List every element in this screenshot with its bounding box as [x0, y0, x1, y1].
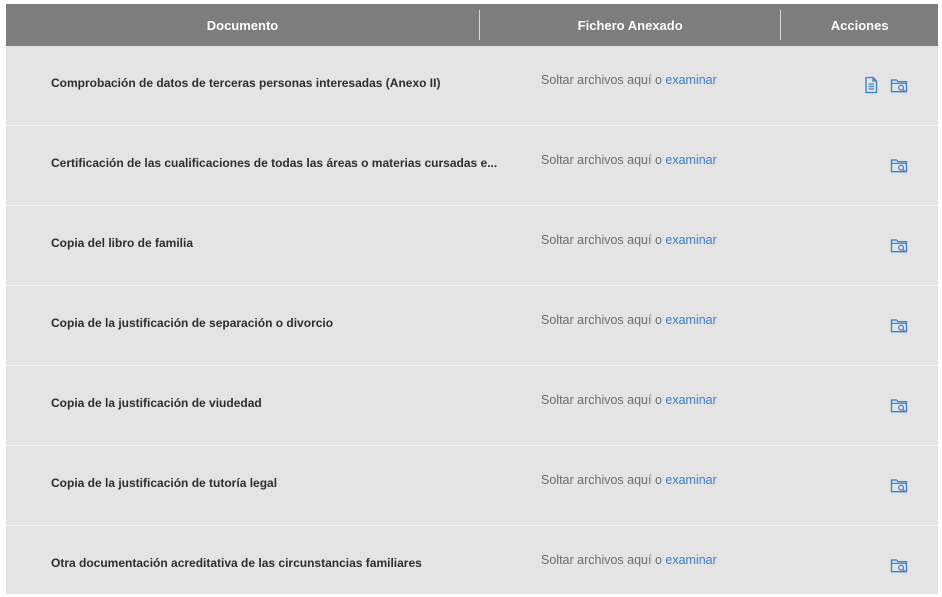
table-row: [6, 46, 938, 126]
row-actions: [890, 156, 908, 174]
file-drop-zone[interactable]: [541, 153, 717, 167]
drop-text: Soltar archivos aquí o: [541, 473, 662, 487]
row-actions: [890, 476, 908, 494]
document-name: Copia de la justificación de tutoría legal: [51, 476, 278, 490]
folder-search-icon[interactable]: [890, 76, 908, 94]
table-body: [6, 46, 938, 594]
table-row: [6, 446, 938, 526]
document-name: Copia de la justificación de viudedad: [51, 396, 262, 410]
table-row: [6, 526, 938, 594]
header-actions: [781, 4, 938, 46]
row-actions: [890, 316, 908, 334]
folder-search-icon[interactable]: [890, 316, 908, 334]
row-actions: [862, 76, 908, 94]
drop-text: Soltar archivos aquí o: [541, 73, 662, 87]
document-name: Copia del libro de familia: [51, 236, 194, 250]
header-attached-file-label: Fichero Anexado: [577, 17, 683, 33]
folder-search-icon[interactable]: [890, 476, 908, 494]
browse-link[interactable]: examinar: [665, 553, 717, 567]
folder-search-icon[interactable]: [890, 156, 908, 174]
drop-text: Soltar archivos aquí o: [541, 553, 662, 567]
file-drop-zone[interactable]: [541, 473, 717, 487]
browse-link[interactable]: examinar: [665, 313, 717, 327]
drop-text: Soltar archivos aquí o: [541, 233, 662, 247]
folder-search-icon[interactable]: [890, 236, 908, 254]
file-drop-zone[interactable]: [541, 73, 717, 87]
browse-link[interactable]: examinar: [665, 153, 717, 167]
file-drop-zone[interactable]: [541, 313, 717, 327]
browse-link[interactable]: examinar: [665, 73, 717, 87]
header-actions-label: Acciones: [830, 17, 889, 33]
folder-search-icon[interactable]: [890, 396, 908, 414]
file-drop-zone[interactable]: [541, 233, 717, 247]
table-row: [6, 126, 938, 206]
header-document: [6, 4, 479, 46]
header-document-label: Documento: [206, 17, 279, 33]
table-row: [6, 286, 938, 366]
document-name: Copia de la justificación de separación o divorcio: [51, 316, 334, 330]
drop-text: Soltar archivos aquí o: [541, 313, 662, 327]
table-header: [6, 4, 938, 46]
row-actions: [890, 556, 908, 574]
row-actions: [890, 236, 908, 254]
document-name: Comprobación de datos de terceras personas interesadas (Anexo II): [51, 76, 441, 90]
folder-search-icon[interactable]: [890, 556, 908, 574]
browse-link[interactable]: examinar: [665, 233, 717, 247]
file-drop-zone[interactable]: [541, 553, 717, 567]
file-drop-zone[interactable]: [541, 393, 717, 407]
browse-link[interactable]: examinar: [665, 473, 717, 487]
browse-link[interactable]: examinar: [665, 393, 717, 407]
document-name: Otra documentación acreditativa de las circunstancias familiares: [51, 556, 422, 570]
drop-text: Soltar archivos aquí o: [541, 393, 662, 407]
document-name: Certificación de las cualificaciones de todas las áreas o materias cursadas e...: [51, 156, 498, 170]
drop-text: Soltar archivos aquí o: [541, 153, 662, 167]
table-row: [6, 206, 938, 286]
row-actions: [890, 396, 908, 414]
document-icon[interactable]: [862, 76, 880, 94]
table-row: [6, 366, 938, 446]
header-attached-file: [480, 4, 780, 46]
